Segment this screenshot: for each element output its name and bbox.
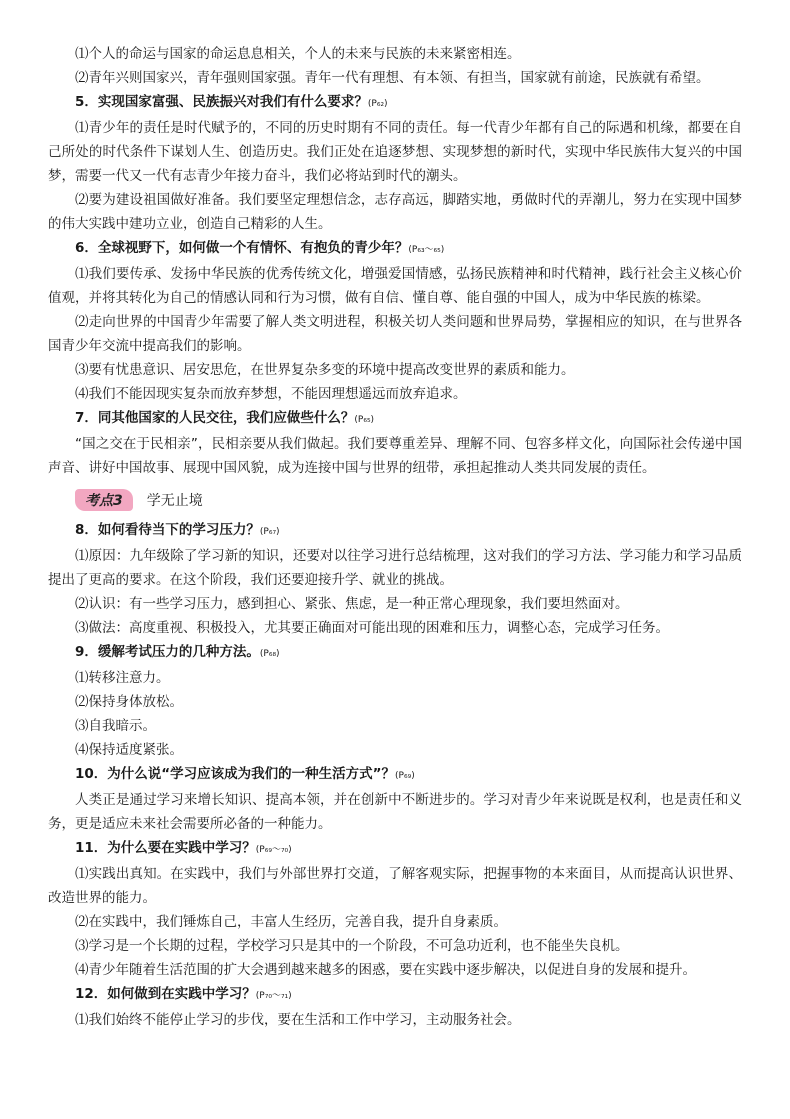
question-heading <box>48 982 742 1008</box>
question-heading <box>48 406 742 432</box>
question-number: 8． <box>75 522 98 538</box>
paragraph: ⑴我们要传承、发扬中华民族的优秀传统文化，增强爱国情感，弘扬民族精神和时代精神，践行社会主义核心价值观，并将其转化为自己的情感认同和行为习惯，做有自信、懂自尊、能自强的中国人，成为中华民族的栋梁。 <box>48 266 742 306</box>
paragraph: ⑷青少年随着生活范围的扩大会遇到越来越多的困惑，要在实践中逐步解决，以促进自身的发展和提升。 <box>75 962 696 978</box>
page-reference: (P₆₉) <box>395 771 415 781</box>
question-heading <box>48 640 742 666</box>
question-heading <box>48 762 742 788</box>
paragraph: ⑴青少年的责任是时代赋予的，不同的历史时期有不同的责任。每一代青少年都有自己的际遇和机缘，都要在自己所处的时代条件下谋划人生、创造历史。我们正处在追逐梦想、实现梦想的新时代，实现中华民族伟大复兴的中国梦，需要一代又一代有志青少年接力奋斗，我们必将站到时代的潮头。 <box>48 120 742 184</box>
section-heading <box>48 486 742 514</box>
paragraph: ⑵认识：有一些学习压力，感到担心、紧张、焦虑，是一种正常心理现象，我们要坦然面对。 <box>75 596 629 612</box>
paragraph: ⑷我们不能因现实复杂而放弃梦想，不能因理想遥远而放弃追求。 <box>75 386 467 402</box>
page-reference: (P₆₃～₆₅) <box>408 245 445 255</box>
paragraph: ⑴我们始终不能停止学习的步伐，要在生活和工作中学习，主动服务社会。 <box>75 1012 521 1028</box>
page-reference: (P₆₂) <box>367 99 388 109</box>
question-number: 6． <box>75 240 98 256</box>
paragraph: ⑴转移注意力。 <box>75 670 170 686</box>
paragraph: ⑶自我暗示。 <box>75 718 156 734</box>
paragraph: ⑵保持身体放松。 <box>75 694 183 710</box>
paragraph: ⑵青年兴则国家兴，青年强则国家强。青年一代有理想、有本领、有担当，国家就有前途，民族就有希望。 <box>75 70 710 86</box>
paragraph: ⑵在实践中，我们锤炼自己，丰富人生经历，完善自我，提升自身素质。 <box>75 914 507 930</box>
question-heading <box>48 518 742 544</box>
paragraph: ⑶做法：高度重视、积极投入，尤其要正确面对可能出现的困难和压力，调整心态，完成学习任务。 <box>75 620 669 636</box>
question-text: 为什么说“学习应该成为我们的一种生活方式”？ <box>107 766 396 782</box>
paragraph: ⑴实践出真知。在实践中，我们与外部世界打交道，了解客观实际，把握事物的本来面目，从而提高认识世界、改造世界的能力。 <box>48 866 742 906</box>
question-heading <box>48 90 742 116</box>
question-number: 7． <box>75 410 98 426</box>
section-badge: 考点3 <box>75 489 133 511</box>
question-text: 实现国家富强、民族振兴对我们有什么要求？ <box>97 94 368 110</box>
question-number: 10． <box>75 766 108 782</box>
page-reference: (P₆₇) <box>259 527 280 537</box>
question-text: 为什么要在实践中学习？ <box>107 840 256 856</box>
question-text: 同其他国家的人民交往，我们应做些什么？ <box>97 410 355 426</box>
question-number: 12． <box>75 986 108 1002</box>
question-number: 11． <box>75 840 108 856</box>
page-reference: (P₆₈) <box>259 649 280 659</box>
page-reference: (P₇₀～₇₁) <box>255 991 292 1001</box>
question-text: 如何看待当下的学习压力？ <box>97 522 260 538</box>
paragraph: ⑵走向世界的中国青少年需要了解人类文明进程，积极关切人类问题和世界局势，掌握相应的知识，在与世界各国青少年交流中提高我们的影响。 <box>48 314 742 354</box>
question-number: 9． <box>75 644 98 660</box>
question-text: 全球视野下，如何做一个有情怀、有抱负的青少年？ <box>97 240 409 256</box>
paragraph: “国之交在于民相亲”，民相亲要从我们做起。我们要尊重差异、理解不同、包容多样文化，向国际社会传递中国声音、讲好中国故事、展现中国风貌，成为连接中国与世界的纽带，承担起推动人类共同发展的责任。 <box>48 436 742 476</box>
paragraph: ⑴原因：九年级除了学习新的知识，还要对以往学习进行总结梳理，这对我们的学习方法、学习能力和学习品质提出了更高的要求。在这个阶段，我们还要迎接升学、就业的挑战。 <box>48 548 742 588</box>
paragraph: 人类正是通过学习来增长知识、提高本领，并在创新中不断进步的。学习对青少年来说既是权利，也是责任和义务，更是适应未来社会需要所必备的一种能力。 <box>48 792 742 832</box>
question-number: 5． <box>75 94 98 110</box>
question-text: 如何做到在实践中学习？ <box>107 986 256 1002</box>
paragraph: ⑴个人的命运与国家的命运息息相关，个人的未来与民族的未来紧密相连。 <box>75 46 521 62</box>
question-text: 缓解考试压力的几种方法。 <box>97 644 260 660</box>
paragraph: ⑶学习是一个长期的过程，学校学习只是其中的一个阶段，不可急功近利，也不能坐失良机。 <box>75 938 629 954</box>
paragraph: ⑵要为建设祖国做好准备。我们要坚定理想信念，志存高远，脚踏实地，勇做时代的弄潮儿，努力在实现中国梦的伟大实践中建功立业，创造自己精彩的人生。 <box>48 192 742 232</box>
paragraph: ⑷保持适度紧张。 <box>75 742 183 758</box>
question-heading <box>48 236 742 262</box>
question-heading <box>48 836 742 862</box>
page-reference: (P₆₉～₇₀) <box>255 845 292 855</box>
page-reference: (P₆₅) <box>354 415 375 425</box>
paragraph: ⑶要有忧患意识、居安思危，在世界复杂多变的环境中提高改变世界的素质和能力。 <box>75 362 575 378</box>
section-title: 学无止境 <box>146 493 203 509</box>
document-content <box>48 42 742 1032</box>
